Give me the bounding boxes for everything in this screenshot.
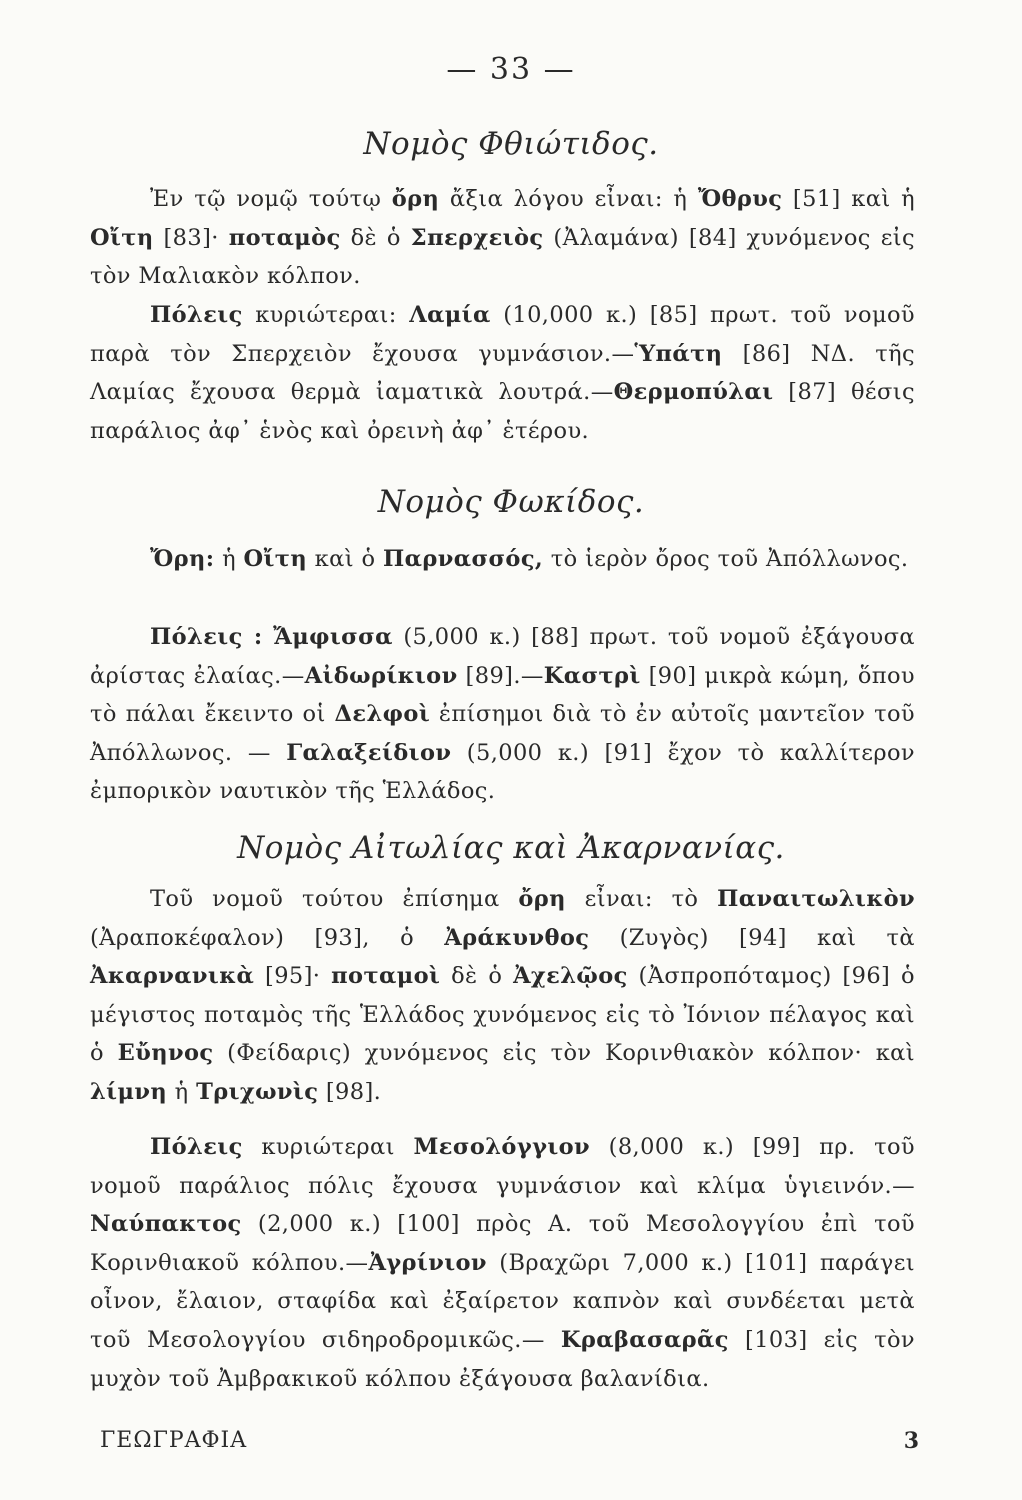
paragraph-phthiotis-mountains [90, 180, 915, 296]
bold-term: Ἀχελῷος [513, 963, 628, 990]
bold-term: Παρνασσός, [383, 546, 544, 572]
text-run: (Ἀραποκέφαλον) [93], ὁ [90, 924, 445, 951]
bold-term: Ὄρη: [150, 546, 215, 572]
bold-term: Πόλεις [150, 1134, 243, 1160]
text-run: (Φείδαρις) χυνόμενος εἰς τὸν Κορινθιακὸν κόλπον· καὶ [213, 1040, 915, 1067]
bold-term: Ὄθρυς [697, 186, 783, 212]
bold-term: Γαλαξείδιον [286, 739, 452, 766]
text-run: [89].— [457, 662, 544, 689]
text-run: (5,000 κ.) [91] ἔχον τὸ καλλίτερον ἐμπορικὸν ναυτικὸν τῆς Ἑλλάδος. [90, 739, 915, 805]
text-run: εἶναι: τὸ [565, 886, 718, 912]
text-run: Ἐν τῷ νομῷ τούτῳ [150, 186, 392, 212]
bold-term: Πόλεις : [150, 624, 263, 650]
bold-term: ποταμοὶ [331, 963, 441, 990]
bold-term: λίμνη [90, 1078, 168, 1105]
text-run: κυριώτεραι [242, 1134, 414, 1160]
bold-term: ὄρη [518, 886, 566, 912]
paragraph-aetolia-mountains [90, 880, 915, 1112]
text-run: (Ἀσπροπόταμος) [96] ὁ μέγιστος ποταμὸς τῆς Ἑλλάδος χυνόμενος εἰς τὸ Ἰόνιον πέλαγος καὶ ὁ [90, 963, 915, 1067]
page-number: — 33 — [446, 52, 576, 87]
text-run [263, 624, 274, 650]
text-run: Τοῦ νομοῦ τούτου ἐπίσημα [150, 886, 519, 912]
bold-term: ὄρη [391, 186, 440, 212]
bold-term: Καστρὶ [543, 662, 641, 689]
bold-term: Εὔηνος [117, 1040, 214, 1067]
bold-term: Ὑπάτη [634, 340, 723, 367]
bold-term: Ναύπακτος [90, 1211, 242, 1238]
bold-term: Αἰδωρίκιον [304, 662, 458, 689]
section-heading-phthiotis: Νομὸς Φθιώτιδος. [363, 126, 659, 162]
paragraph-phocis-mountains [90, 540, 915, 579]
bold-term: ποταμὸς [228, 224, 341, 251]
paragraph-aetolia-cities [90, 1128, 915, 1398]
text-run: ἐπίσημοι διὰ τὸ ἐν αὐτοῖς μαντεῖον τοῦ Ἀπόλλωνος. — [90, 701, 916, 766]
paragraph-phocis-cities [90, 618, 915, 811]
text-run: [83]· [153, 224, 229, 251]
text-run: κυριώτεραι: [242, 302, 410, 328]
bold-term: Λαμία [409, 302, 491, 328]
text-run: δὲ ὁ [440, 963, 514, 990]
bold-term: Μεσολόγγιον [413, 1134, 591, 1160]
text-run: (10,000 κ.) [85] πρωτ. τοῦ νομοῦ παρὰ τὸν Σπερχειὸν ἔχουσα γυμνάσιον.— [90, 302, 915, 367]
paragraph-phthiotis-cities [90, 296, 915, 450]
bold-term: Θερμοπύλαι [613, 379, 774, 406]
text-run: [86] ΝΔ. τῆς Λαμίας ἔχουσα θερμὰ ἰαματικὰ λουτρά.— [90, 340, 915, 406]
bold-term: Κραβασαρᾶς [560, 1326, 729, 1353]
bold-term: Ἀγρίνιον [368, 1249, 487, 1276]
section-heading-aetolia-acarnania: Νομὸς Αἰτωλίας καὶ Ἀκαρνανίας. [237, 830, 785, 866]
signature-mark: ΓΕΩΓΡΑΦΙΑ [100, 1428, 248, 1453]
text-run: [95]· [254, 963, 332, 990]
text-run: ἡ [214, 546, 244, 572]
text-run: [103] εἰς τὸν μυχὸν τοῦ Ἀμβρακικοῦ κόλπου ἐξάγουσα βαλανίδια. [90, 1326, 915, 1392]
text-run: καὶ ὁ [307, 546, 383, 572]
bold-term: Οἴτη [90, 224, 154, 251]
text-run: [98]. [318, 1078, 382, 1105]
text-run: [87] θέσις παράλιος ἀφ᾿ ἑνὸς καὶ ὀρεινὴ ἀφ᾿ ἑτέρου. [90, 379, 915, 444]
text-run: (Βραχῶρι 7,000 κ.) [101] παράγει οἶνον, ἔλαιον, σταφίδα καὶ ἐξαίρετον καπνὸν καὶ συνδέεται μετὰ τοῦ Μεσολογγίου σιδηροδρομικῶς.— [90, 1249, 915, 1353]
text-run: (Ζυγὸς) [94] καὶ τὰ [589, 924, 915, 951]
bold-term: Δελφοὶ [334, 701, 431, 728]
bold-term: Παναιτωλικὸν [717, 886, 916, 912]
bold-term: Οἴτη [243, 546, 308, 572]
text-run: [51] καὶ ἡ [782, 186, 915, 212]
bold-term: Ἀκαρνανικὰ [90, 963, 255, 990]
bold-term: Σπερχειὸς [410, 224, 544, 251]
section-heading-phocis: Νομὸς Φωκίδος. [377, 484, 645, 520]
text-run: (2,000 κ.) [100] πρὸς Α. τοῦ Μεσολογγίου ἐπὶ τοῦ Κορινθιακοῦ κόλπου.— [90, 1211, 915, 1276]
bold-term: Ἄμφισσα [273, 624, 393, 650]
text-run: [90] μικρὰ κώμη, ὅπου τὸ πάλαι ἔκειντο οἱ [90, 662, 915, 728]
text-run: ἡ [167, 1078, 197, 1105]
bold-term: Τριχωνὶς [196, 1078, 319, 1105]
text-run: δὲ ὁ [340, 224, 411, 251]
text-run: (8,000 κ.) [99] πρ. τοῦ νομοῦ παράλιος πόλις ἔχουσα γυμνάσιον καὶ κλίμα ὑγιεινόν.— [90, 1134, 915, 1199]
text-run: τὸ ἱερὸν ὄρος τοῦ Ἀπόλλωνος. [543, 546, 909, 572]
sheet-number: 3 [903, 1428, 920, 1454]
text-run: (5,000 κ.) [88] πρωτ. τοῦ νομοῦ ἐξάγουσα ἀρίστας ἐλαίας.— [90, 624, 915, 689]
text-run: ἄξια λόγου εἶναι: ἡ [439, 186, 698, 212]
bold-term: Πόλεις [150, 302, 243, 328]
bold-term: Ἀράκυνθος [444, 924, 590, 951]
text-run: (Ἀλαμάνα) [84] χυνόμενος εἰς τὸν Μαλιακὸν κόλπον. [90, 224, 915, 290]
